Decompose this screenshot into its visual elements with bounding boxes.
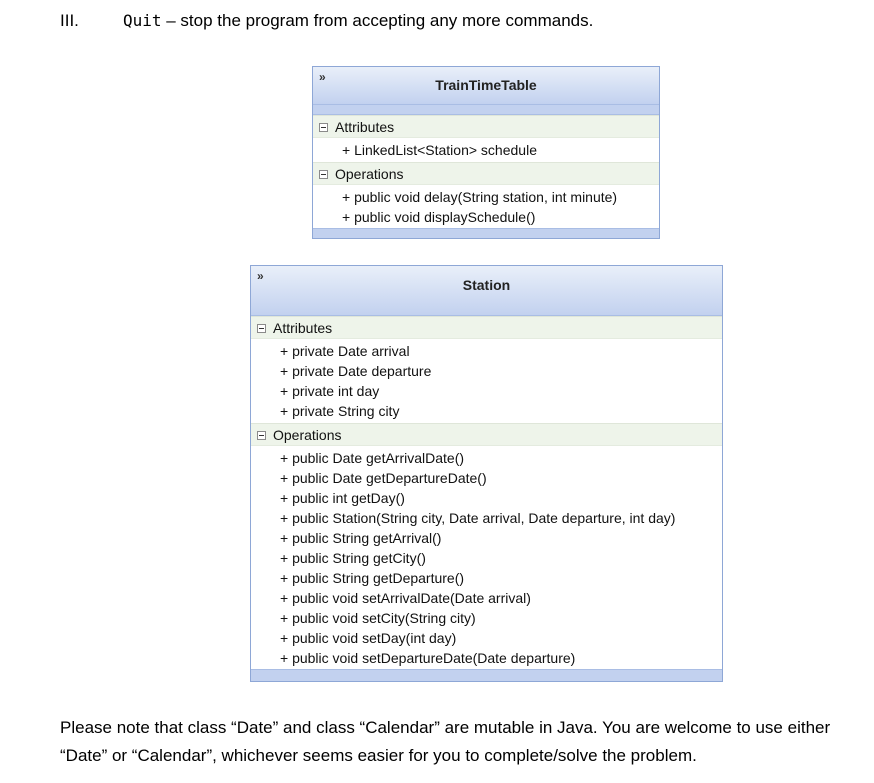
operation-item[interactable]: + public Date getArrivalDate() bbox=[280, 450, 465, 466]
operation-item[interactable]: + public Station(String city, Date arrival, Date departure, int day) bbox=[280, 510, 676, 526]
operation-item[interactable]: + public int getDay() bbox=[280, 490, 405, 506]
operation-item[interactable]: + public Date getDepartureDate() bbox=[280, 470, 487, 486]
command-keyword: Quit bbox=[123, 11, 162, 30]
class-name: Station bbox=[462, 277, 511, 293]
minus-box-icon[interactable] bbox=[257, 431, 266, 440]
item-heading bbox=[60, 8, 593, 34]
attributes-section-header[interactable] bbox=[313, 115, 659, 138]
minus-box-icon[interactable] bbox=[257, 324, 266, 333]
attributes-list bbox=[251, 339, 722, 423]
operation-item[interactable]: + public String getDeparture() bbox=[280, 570, 465, 586]
double-chevron-up-icon[interactable]: » bbox=[319, 70, 326, 84]
class-name: TrainTimeTable bbox=[435, 77, 537, 93]
attribute-item[interactable]: + private Date departure bbox=[280, 363, 432, 379]
class-footer bbox=[251, 669, 722, 681]
operations-label: Operations bbox=[335, 166, 404, 182]
class-footer bbox=[313, 228, 659, 238]
double-chevron-up-icon[interactable]: » bbox=[257, 269, 264, 283]
operations-list bbox=[251, 446, 722, 670]
class-header[interactable] bbox=[251, 266, 722, 316]
operations-label: Operations bbox=[273, 427, 342, 443]
minus-box-icon[interactable] bbox=[319, 170, 328, 179]
attribute-item[interactable]: + private Date arrival bbox=[280, 343, 410, 359]
operation-item[interactable]: + public void setCity(String city) bbox=[280, 610, 476, 626]
operation-item[interactable]: + public void setDay(int day) bbox=[280, 630, 457, 646]
attributes-list bbox=[313, 138, 659, 162]
operations-section-header[interactable] bbox=[313, 162, 659, 185]
operations-section-header[interactable] bbox=[251, 423, 722, 446]
attribute-item[interactable]: + private int day bbox=[280, 383, 380, 399]
attribute-item[interactable]: + LinkedList<Station> schedule bbox=[342, 142, 537, 158]
operations-list bbox=[313, 185, 659, 229]
note-paragraph: Please note that class “Date” and class “Calendar” are mutable in Java. You are welcome to use either “Date” or “Calendar”, whichever seems easier for you to complete/solve the problem. bbox=[60, 718, 831, 765]
class-header[interactable] bbox=[313, 67, 659, 105]
operation-item[interactable]: + public void setDepartureDate(Date departure) bbox=[280, 650, 576, 666]
operation-item[interactable]: + public void delay(String station, int minute) bbox=[342, 189, 618, 205]
attributes-label: Attributes bbox=[335, 119, 395, 135]
operation-item[interactable]: + public void displaySchedule() bbox=[342, 209, 536, 225]
class-traintimetable[interactable] bbox=[312, 66, 660, 239]
attribute-item[interactable]: + private String city bbox=[280, 403, 400, 419]
operation-item[interactable]: + public void setArrivalDate(Date arrival) bbox=[280, 590, 531, 606]
minus-box-icon[interactable] bbox=[319, 123, 328, 132]
attributes-section-header[interactable] bbox=[251, 316, 722, 339]
class-station[interactable] bbox=[250, 265, 723, 682]
header-strip bbox=[313, 105, 659, 115]
operation-item[interactable]: + public String getArrival() bbox=[280, 530, 442, 546]
command-description: – stop the program from accepting any more commands. bbox=[161, 11, 594, 30]
attributes-label: Attributes bbox=[273, 320, 333, 336]
operation-item[interactable]: + public String getCity() bbox=[280, 550, 426, 566]
item-numeral: III. bbox=[60, 11, 79, 30]
